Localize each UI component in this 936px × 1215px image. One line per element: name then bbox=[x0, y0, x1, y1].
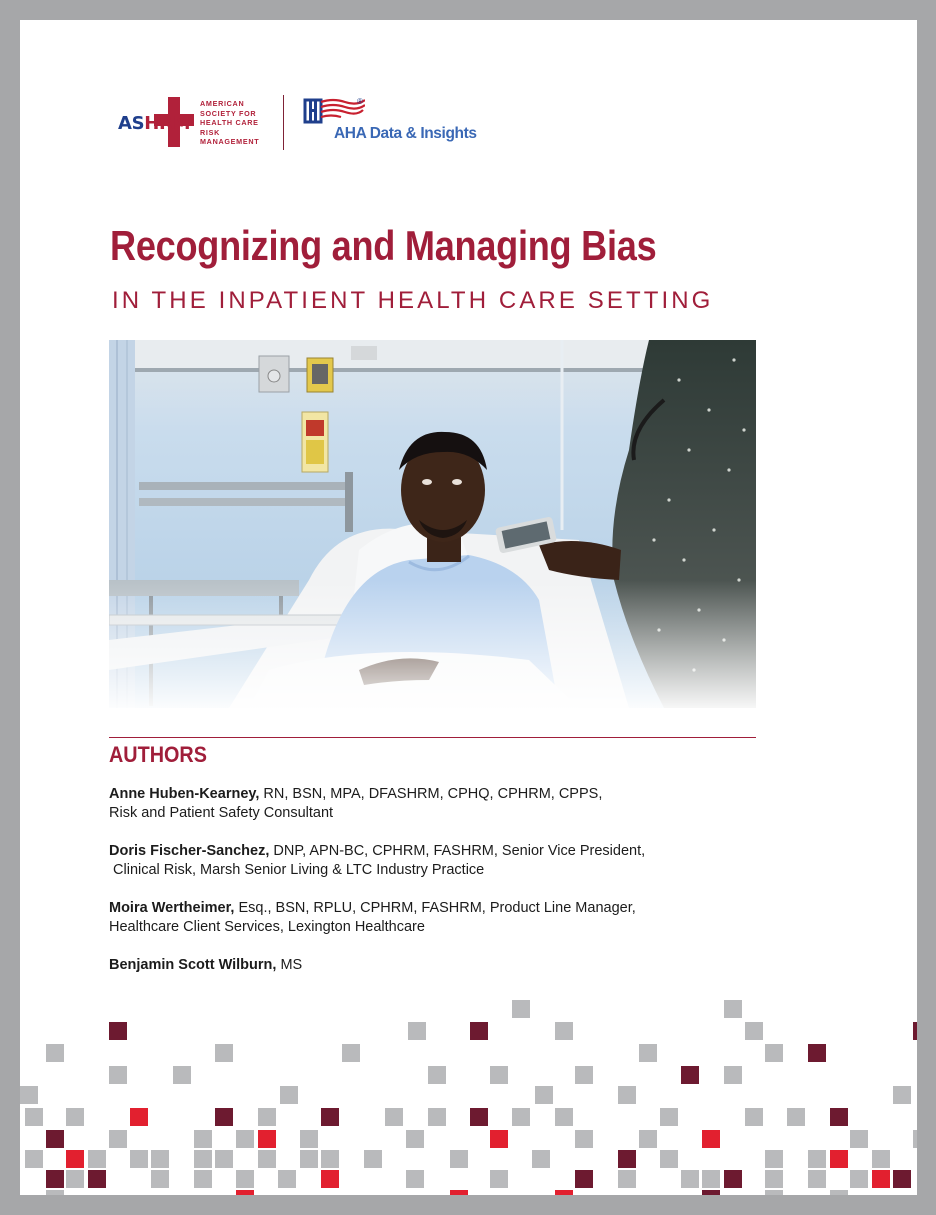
mosaic-square bbox=[639, 1044, 657, 1062]
mosaic-square bbox=[236, 1190, 254, 1195]
mosaic-square bbox=[490, 1130, 508, 1148]
mosaic-square bbox=[702, 1130, 720, 1148]
mosaic-square bbox=[258, 1130, 276, 1148]
mosaic-square bbox=[660, 1108, 678, 1126]
author-name: Benjamin Scott Wilburn, bbox=[109, 957, 277, 973]
mosaic-square bbox=[46, 1130, 64, 1148]
mosaic-square bbox=[25, 1108, 43, 1126]
mosaic-square bbox=[194, 1130, 212, 1148]
decorative-mosaic bbox=[20, 1000, 917, 1195]
mosaic-square bbox=[535, 1086, 553, 1104]
section-divider bbox=[109, 737, 756, 738]
mosaic-square bbox=[850, 1130, 868, 1148]
mosaic-square bbox=[618, 1170, 636, 1188]
mosaic-square bbox=[66, 1170, 84, 1188]
page-title: Recognizing and Managing Bias bbox=[110, 222, 657, 269]
mosaic-square bbox=[893, 1170, 911, 1188]
mosaic-square bbox=[151, 1150, 169, 1168]
mosaic-square bbox=[215, 1108, 233, 1126]
author-entry bbox=[109, 956, 749, 975]
mosaic-square bbox=[575, 1130, 593, 1148]
mosaic-square bbox=[702, 1170, 720, 1188]
cover-photo bbox=[109, 340, 756, 708]
mosaic-square bbox=[618, 1086, 636, 1104]
author-affiliation: Clinical Risk, Marsh Senior Living & LTC Industry Practice bbox=[109, 861, 485, 878]
page-subtitle: IN THE INPATIENT HEALTH CARE SETTING bbox=[112, 287, 714, 314]
mosaic-square bbox=[88, 1170, 106, 1188]
mosaic-square bbox=[660, 1150, 678, 1168]
mosaic-square bbox=[575, 1066, 593, 1084]
mosaic-square bbox=[724, 1066, 742, 1084]
mosaic-square bbox=[25, 1150, 43, 1168]
mosaic-square bbox=[278, 1170, 296, 1188]
author-entry bbox=[109, 899, 749, 936]
mosaic-square bbox=[194, 1170, 212, 1188]
mosaic-square bbox=[470, 1022, 488, 1040]
mosaic-square bbox=[406, 1130, 424, 1148]
mosaic-square bbox=[745, 1022, 763, 1040]
registered-mark: ® bbox=[357, 97, 363, 106]
mosaic-square bbox=[702, 1190, 720, 1195]
author-name: Moira Wertheimer, bbox=[109, 900, 235, 916]
author-affiliation: Healthcare Client Services, Lexington Healthcare bbox=[109, 918, 425, 935]
author-credentials: DNP, APN-BC, CPHRM, FASHRM, Senior Vice President, bbox=[269, 843, 646, 859]
mosaic-square bbox=[830, 1150, 848, 1168]
ashrm-logo-text: ASHRM bbox=[118, 113, 191, 134]
mosaic-square bbox=[850, 1170, 868, 1188]
mosaic-square bbox=[109, 1066, 127, 1084]
mosaic-square bbox=[872, 1170, 890, 1188]
mosaic-square bbox=[130, 1108, 148, 1126]
mosaic-square bbox=[300, 1150, 318, 1168]
author-name: Doris Fischer-Sanchez, bbox=[109, 843, 270, 859]
mosaic-square bbox=[575, 1170, 593, 1188]
mosaic-square bbox=[321, 1108, 339, 1126]
mosaic-square bbox=[639, 1130, 657, 1148]
author-affiliation: Risk and Patient Safety Consultant bbox=[109, 804, 334, 821]
author-entry bbox=[109, 842, 749, 879]
mosaic-square bbox=[765, 1190, 783, 1195]
mosaic-square bbox=[724, 1000, 742, 1018]
mosaic-square bbox=[342, 1044, 360, 1062]
mosaic-square bbox=[215, 1044, 233, 1062]
mosaic-square bbox=[66, 1108, 84, 1126]
mosaic-square bbox=[808, 1150, 826, 1168]
mosaic-square bbox=[215, 1150, 233, 1168]
mosaic-square bbox=[300, 1130, 318, 1148]
mosaic-square bbox=[830, 1108, 848, 1126]
mosaic-square bbox=[555, 1108, 573, 1126]
mosaic-square bbox=[46, 1170, 64, 1188]
mosaic-square bbox=[408, 1022, 426, 1040]
mosaic-square bbox=[808, 1044, 826, 1062]
mosaic-square bbox=[470, 1108, 488, 1126]
mosaic-square bbox=[109, 1022, 127, 1040]
mosaic-square bbox=[66, 1150, 84, 1168]
mosaic-square bbox=[406, 1170, 424, 1188]
mosaic-square bbox=[765, 1170, 783, 1188]
aha-logo-text: AHA Data & Insights bbox=[334, 125, 477, 142]
authors-heading: AUTHORS bbox=[109, 742, 207, 767]
mosaic-square bbox=[913, 1022, 917, 1040]
author-credentials: RN, BSN, MPA, DFASHRM, CPHQ, CPHRM, CPPS, bbox=[259, 786, 603, 802]
mosaic-square bbox=[364, 1150, 382, 1168]
mosaic-square bbox=[173, 1066, 191, 1084]
logo-divider bbox=[283, 95, 284, 150]
mosaic-square bbox=[765, 1044, 783, 1062]
mosaic-square bbox=[46, 1044, 64, 1062]
mosaic-square bbox=[913, 1130, 917, 1148]
mosaic-square bbox=[236, 1170, 254, 1188]
mosaic-square bbox=[109, 1130, 127, 1148]
mosaic-square bbox=[532, 1150, 550, 1168]
mosaic-square bbox=[872, 1150, 890, 1168]
mosaic-square bbox=[512, 1108, 530, 1126]
mosaic-square bbox=[258, 1108, 276, 1126]
mosaic-square bbox=[555, 1022, 573, 1040]
mosaic-square bbox=[555, 1190, 573, 1195]
mosaic-square bbox=[385, 1108, 403, 1126]
author-credentials: Esq., BSN, RPLU, CPHRM, FASHRM, Product Line Manager, bbox=[234, 900, 636, 916]
author-entry bbox=[109, 785, 749, 822]
mosaic-square bbox=[490, 1066, 508, 1084]
mosaic-square bbox=[808, 1170, 826, 1188]
mosaic-square bbox=[618, 1150, 636, 1168]
mosaic-square bbox=[893, 1086, 911, 1104]
document-page bbox=[20, 20, 917, 1195]
mosaic-square bbox=[20, 1086, 38, 1104]
mosaic-square bbox=[428, 1108, 446, 1126]
mosaic-square bbox=[745, 1108, 763, 1126]
mosaic-square bbox=[280, 1086, 298, 1104]
mosaic-square bbox=[490, 1170, 508, 1188]
mosaic-square bbox=[194, 1150, 212, 1168]
mosaic-square bbox=[450, 1150, 468, 1168]
mosaic-square bbox=[46, 1190, 64, 1195]
mosaic-square bbox=[321, 1150, 339, 1168]
mosaic-square bbox=[450, 1190, 468, 1195]
mosaic-square bbox=[151, 1170, 169, 1188]
author-name: Anne Huben-Kearney, bbox=[109, 786, 260, 802]
mosaic-square bbox=[321, 1170, 339, 1188]
mosaic-square bbox=[88, 1150, 106, 1168]
mosaic-square bbox=[830, 1190, 848, 1195]
mosaic-square bbox=[512, 1000, 530, 1018]
author-credentials: MS bbox=[276, 957, 303, 973]
mosaic-square bbox=[681, 1170, 699, 1188]
mosaic-square bbox=[787, 1108, 805, 1126]
mosaic-square bbox=[236, 1130, 254, 1148]
mosaic-square bbox=[765, 1150, 783, 1168]
mosaic-square bbox=[681, 1066, 699, 1084]
mosaic-square bbox=[428, 1066, 446, 1084]
ashrm-full-name: AMERICAN SOCIETY FOR HEALTH CARE RISK MANAGEMENT bbox=[200, 99, 260, 147]
mosaic-square bbox=[258, 1150, 276, 1168]
mosaic-square bbox=[130, 1150, 148, 1168]
mosaic-square bbox=[724, 1170, 742, 1188]
